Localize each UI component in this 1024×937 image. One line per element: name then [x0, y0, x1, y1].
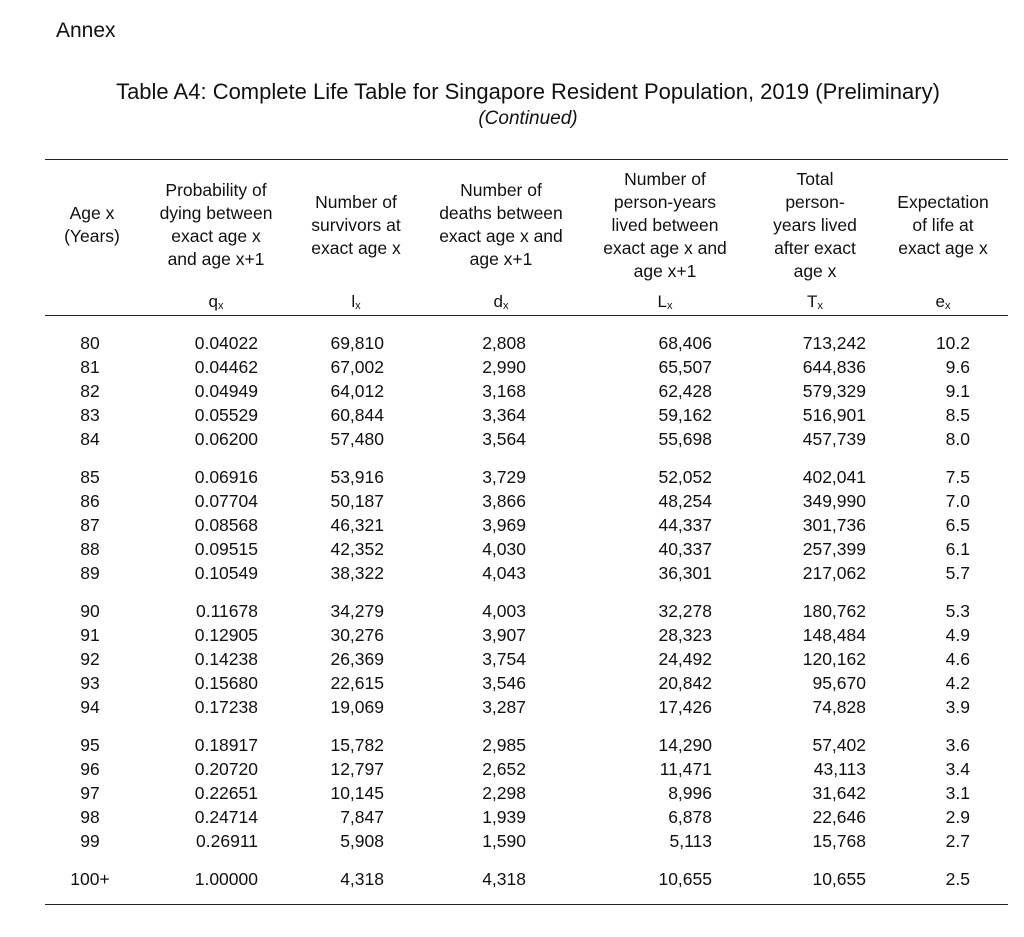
- symbol-Lx: [590, 292, 740, 316]
- cell-Lx: 5,113: [669, 831, 712, 851]
- cell-Lx: 65,507: [658, 357, 712, 377]
- cell-ex: 5.3: [945, 601, 970, 621]
- cell-ex: 10.2: [935, 333, 970, 353]
- cell-Tx: 217,062: [802, 563, 866, 583]
- cell-ex: 9.1: [945, 381, 970, 401]
- cell-dx: 3,754: [482, 649, 526, 669]
- symbol-lx: [296, 292, 416, 316]
- cell-Lx: 59,162: [658, 405, 712, 425]
- cell-age: 84: [80, 429, 100, 449]
- cell-Lx: 68,406: [658, 333, 712, 353]
- cell-lx: 34,279: [330, 601, 384, 621]
- cell-age: 85: [80, 467, 100, 487]
- table-row: [0, 489, 1024, 513]
- cell-dx: 2,985: [482, 735, 526, 755]
- cell-lx: 19,069: [330, 697, 384, 717]
- cell-dx: 2,808: [482, 333, 526, 353]
- row-group: [0, 465, 1024, 585]
- cell-qx: 0.15680: [194, 673, 258, 693]
- cell-Tx: 402,041: [802, 467, 866, 487]
- cell-Tx: 120,162: [802, 649, 866, 669]
- cell-age: 81: [80, 357, 100, 377]
- cell-Lx: 32,278: [658, 601, 712, 621]
- header-total-person-years: [760, 160, 870, 290]
- symbol-Lx-sub: x: [666, 300, 673, 312]
- cell-qx: 0.06200: [194, 429, 258, 449]
- cell-qx: 0.07704: [194, 491, 258, 511]
- cell-ex: 2.9: [945, 807, 970, 827]
- cell-Tx: 457,739: [802, 429, 866, 449]
- symbol-Lx-letter: L: [657, 292, 667, 311]
- cell-ex: 3.1: [945, 783, 970, 803]
- cell-lx: 60,844: [330, 405, 384, 425]
- symbol-ex-letter: e: [935, 292, 945, 311]
- cell-lx: 7,847: [340, 807, 384, 827]
- cell-ex: 2.7: [945, 831, 970, 851]
- cell-Tx: 148,484: [802, 625, 866, 645]
- table-body: [0, 331, 1024, 905]
- table-row: [0, 355, 1024, 379]
- cell-lx: 42,352: [330, 539, 384, 559]
- annex-label: Annex: [56, 19, 116, 42]
- cell-dx: 3,729: [482, 467, 526, 487]
- cell-lx: 53,916: [330, 467, 384, 487]
- header-expectation: [882, 160, 1004, 290]
- table-row: [0, 671, 1024, 695]
- symbol-Tx-letter: T: [807, 292, 818, 311]
- cell-Tx: 10,655: [812, 869, 866, 889]
- header-age-label: Age x (Years): [64, 203, 120, 246]
- cell-lx: 46,321: [330, 515, 384, 535]
- cell-Lx: 17,426: [658, 697, 712, 717]
- cell-Lx: 11,471: [659, 759, 712, 779]
- cell-Lx: 44,337: [658, 515, 712, 535]
- cell-dx: 3,564: [482, 429, 526, 449]
- cell-age: 99: [80, 831, 100, 851]
- cell-ex: 3.6: [945, 735, 970, 755]
- cell-Lx: 55,698: [658, 429, 712, 449]
- cell-ex: 4.6: [945, 649, 970, 669]
- symbol-dx-sub: x: [502, 300, 509, 312]
- symbol-dx-letter: d: [493, 292, 503, 311]
- cell-age: 95: [80, 735, 100, 755]
- cell-dx: 3,287: [482, 697, 526, 717]
- cell-age: 83: [80, 405, 100, 425]
- table-row: [0, 427, 1024, 451]
- cell-qx: 0.10549: [194, 563, 258, 583]
- cell-qx: 0.04949: [194, 381, 258, 401]
- header-rule: [45, 315, 1008, 316]
- cell-age: 94: [80, 697, 100, 717]
- cell-lx: 10,145: [330, 783, 384, 803]
- cell-lx: 57,480: [330, 429, 384, 449]
- cell-qx: 0.24714: [194, 807, 258, 827]
- cell-ex: 2.5: [945, 869, 970, 889]
- row-group: [0, 867, 1024, 891]
- header-deaths: [426, 160, 576, 290]
- cell-Lx: 40,337: [658, 539, 712, 559]
- cell-Tx: 22,646: [812, 807, 866, 827]
- cell-dx: 4,003: [482, 601, 526, 621]
- cell-qx: 0.18917: [194, 735, 258, 755]
- symbol-lx-letter: l: [351, 292, 356, 311]
- cell-age: 92: [80, 649, 100, 669]
- cell-dx: 3,969: [482, 515, 526, 535]
- cell-dx: 3,364: [482, 405, 526, 425]
- header-total-person-years-label: Total person- years lived after exact age x: [773, 168, 857, 281]
- cell-Lx: 10,655: [658, 869, 712, 889]
- cell-age: 86: [80, 491, 100, 511]
- header-person-years-label: Number of person-years lived between exact age x and age x+1: [603, 168, 727, 281]
- cell-lx: 50,187: [330, 491, 384, 511]
- header-probability: [146, 160, 286, 290]
- cell-age: 96: [80, 759, 100, 779]
- cell-Tx: 31,642: [812, 783, 866, 803]
- cell-ex: 6.1: [945, 539, 970, 559]
- cell-Tx: 180,762: [802, 601, 866, 621]
- cell-ex: 7.5: [945, 467, 970, 487]
- table-row: [0, 623, 1024, 647]
- cell-qx: 0.09515: [194, 539, 258, 559]
- cell-lx: 12,797: [330, 759, 384, 779]
- cell-Tx: 713,242: [802, 333, 866, 353]
- cell-dx: 3,866: [482, 491, 526, 511]
- cell-qx: 0.17238: [194, 697, 258, 717]
- symbol-Tx-sub: x: [817, 300, 823, 312]
- table-subtitle: (Continued): [478, 108, 578, 129]
- cell-age: 90: [80, 601, 100, 621]
- cell-ex: 5.7: [945, 563, 970, 583]
- cell-age: 80: [80, 333, 100, 353]
- table-row: [0, 867, 1024, 891]
- symbol-lx-sub: x: [355, 300, 361, 312]
- cell-Lx: 14,290: [658, 735, 712, 755]
- row-group: [0, 733, 1024, 853]
- cell-Tx: 516,901: [802, 405, 866, 425]
- cell-age: 98: [80, 807, 100, 827]
- cell-qx: 0.26911: [196, 831, 258, 851]
- cell-dx: 4,043: [482, 563, 526, 583]
- symbol-ex: [882, 292, 1004, 316]
- cell-age: 91: [80, 625, 100, 645]
- cell-qx: 0.08568: [194, 515, 258, 535]
- cell-dx: 3,546: [482, 673, 526, 693]
- cell-age: 100+: [70, 869, 110, 889]
- table-row: [0, 513, 1024, 537]
- table-row: [0, 829, 1024, 853]
- cell-ex: 9.6: [945, 357, 970, 377]
- cell-ex: 3.4: [945, 759, 970, 779]
- table-row: [0, 561, 1024, 585]
- symbol-qx: [146, 292, 286, 316]
- table-row: [0, 465, 1024, 489]
- cell-dx: 2,990: [482, 357, 526, 377]
- symbol-qx-sub: x: [217, 300, 224, 312]
- cell-Tx: 349,990: [802, 491, 866, 511]
- cell-lx: 69,810: [330, 333, 384, 353]
- cell-qx: 0.11678: [196, 601, 258, 621]
- symbol-dx: [426, 292, 576, 316]
- cell-qx: 0.22651: [194, 783, 258, 803]
- cell-dx: 4,318: [482, 869, 526, 889]
- cell-age: 97: [80, 783, 100, 803]
- table-row: [0, 647, 1024, 671]
- cell-ex: 3.9: [945, 697, 970, 717]
- cell-lx: 67,002: [330, 357, 384, 377]
- header-person-years: [590, 160, 740, 290]
- cell-dx: 3,907: [482, 625, 526, 645]
- cell-ex: 8.0: [945, 429, 970, 449]
- cell-Tx: 579,329: [802, 381, 866, 401]
- table-row: [0, 695, 1024, 719]
- cell-dx: 4,030: [482, 539, 526, 559]
- header-age: [56, 160, 128, 290]
- cell-lx: 4,318: [340, 869, 384, 889]
- header-deaths-label: Number of deaths between exact age x and age x+1: [439, 180, 563, 269]
- cell-dx: 2,652: [482, 759, 526, 779]
- cell-lx: 22,615: [330, 673, 384, 693]
- table-row: [0, 733, 1024, 757]
- cell-dx: 2,298: [482, 783, 526, 803]
- cell-Lx: 8,996: [668, 783, 712, 803]
- cell-Lx: 36,301: [658, 563, 712, 583]
- cell-Lx: 48,254: [658, 491, 712, 511]
- cell-lx: 5,908: [340, 831, 384, 851]
- cell-age: 93: [80, 673, 100, 693]
- table-row: [0, 781, 1024, 805]
- table-row: [0, 331, 1024, 355]
- table-row: [0, 537, 1024, 561]
- cell-ex: 6.5: [945, 515, 970, 535]
- cell-age: 89: [80, 563, 100, 583]
- table-row: [0, 757, 1024, 781]
- cell-Lx: 6,878: [668, 807, 712, 827]
- cell-age: 82: [80, 381, 100, 401]
- cell-ex: 8.5: [945, 405, 970, 425]
- cell-lx: 64,012: [330, 381, 384, 401]
- header-survivors-label: Number of survivors at exact age x: [311, 191, 401, 258]
- cell-qx: 0.04022: [194, 333, 258, 353]
- header-probability-label: Probability of dying between exact age x and age x+1: [159, 180, 273, 269]
- cell-qx: 0.04462: [194, 357, 258, 377]
- symbol-Tx: [760, 292, 870, 316]
- cell-Tx: 644,836: [802, 357, 866, 377]
- cell-Lx: 20,842: [658, 673, 712, 693]
- bottom-rule: [45, 904, 1008, 905]
- row-group: [0, 599, 1024, 719]
- cell-qx: 0.12905: [194, 625, 258, 645]
- table-title: Table A4: Complete Life Table for Singapore Resident Population, 2019 (Preliminary): [116, 79, 940, 104]
- header-expectation-label: Expectation of life at exact age x: [897, 191, 989, 258]
- cell-lx: 38,322: [330, 563, 384, 583]
- cell-dx: 1,590: [482, 831, 526, 851]
- cell-ex: 4.9: [945, 625, 970, 645]
- table-row: [0, 379, 1024, 403]
- header-survivors: [296, 160, 416, 290]
- symbol-qx-letter: q: [208, 292, 218, 311]
- cell-Lx: 24,492: [658, 649, 712, 669]
- cell-Lx: 62,428: [658, 381, 712, 401]
- cell-qx: 0.14238: [194, 649, 258, 669]
- cell-age: 87: [80, 515, 100, 535]
- cell-ex: 4.2: [945, 673, 970, 693]
- cell-ex: 7.0: [945, 491, 970, 511]
- cell-Tx: 257,399: [802, 539, 866, 559]
- table-row: [0, 403, 1024, 427]
- cell-Lx: 52,052: [658, 467, 712, 487]
- cell-Tx: 57,402: [812, 735, 866, 755]
- cell-dx: 3,168: [482, 381, 526, 401]
- cell-Lx: 28,323: [658, 625, 712, 645]
- cell-Tx: 95,670: [812, 673, 866, 693]
- table-row: [0, 599, 1024, 623]
- cell-Tx: 74,828: [812, 697, 866, 717]
- cell-qx: 0.20720: [194, 759, 258, 779]
- cell-lx: 26,369: [330, 649, 384, 669]
- cell-qx: 0.05529: [194, 405, 258, 425]
- cell-age: 88: [80, 539, 100, 559]
- cell-dx: 1,939: [482, 807, 526, 827]
- cell-lx: 30,276: [330, 625, 384, 645]
- cell-Tx: 301,736: [802, 515, 866, 535]
- cell-qx: 1.00000: [194, 869, 258, 889]
- cell-qx: 0.06916: [194, 467, 258, 487]
- cell-Tx: 15,768: [812, 831, 866, 851]
- row-group: [0, 331, 1024, 451]
- table-row: [0, 805, 1024, 829]
- cell-lx: 15,782: [330, 735, 384, 755]
- symbol-ex-sub: x: [944, 300, 951, 312]
- cell-Tx: 43,113: [813, 759, 866, 779]
